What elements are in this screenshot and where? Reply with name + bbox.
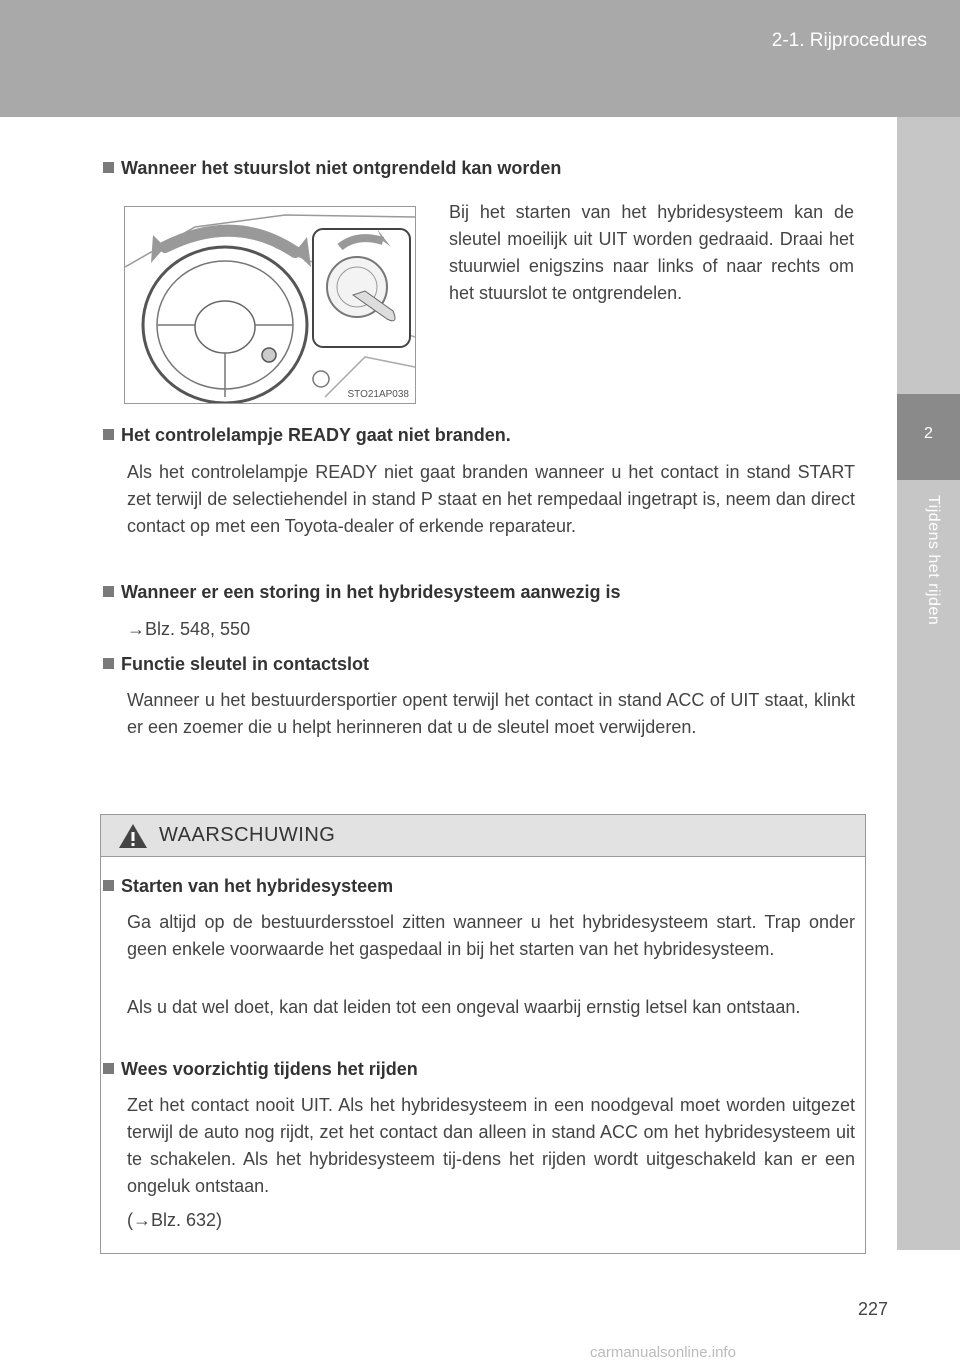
warning-body: Ga altijd op de bestuurdersstoel zitten wanneer u het hybridesysteem start. Trap onder geen enkele voorwaarde het gaspedaal in bij het starten van het hybridesysteem.: [127, 912, 855, 959]
page-number: 227: [858, 1299, 889, 1319]
warning-body: Als u dat wel doet, kan dat leiden tot een ongeval waarbij ernstig letsel kan ontstaan.: [127, 997, 801, 1017]
warning-heading: Wees voorzichtig tijdens het rijden: [103, 1059, 418, 1080]
section-heading: Functie sleutel in contactslot: [103, 654, 369, 675]
side-tab-number: 2: [897, 394, 960, 480]
warning-triangle-icon: [118, 823, 148, 849]
bullet-square-icon: [103, 658, 114, 669]
bullet-square-icon: [103, 586, 114, 597]
section-heading: Wanneer het stuurslot niet ontgrendeld kan worden: [103, 158, 561, 179]
page-header: [0, 0, 960, 117]
watermark: carmanualsonline.info: [590, 1344, 736, 1361]
section-body: Wanneer u het bestuurdersportier opent terwijl het contact in stand ACC of UIT staat, klinkt er een zoemer die u helpt herinneren dat u de sleutel moet verwijderen.: [127, 690, 855, 737]
figure-code: STO21AP038: [347, 389, 409, 400]
steering-wheel-image: [125, 207, 415, 403]
section-body: Als het controlelampje READY niet gaat branden wanneer u het contact in stand START zet terwijl de selectiehendel in stand P staat en het rempedaal ingetrapt is, neem dan direct contact op met een Toyota-dealer of erkende reparateur.: [127, 462, 855, 536]
section-heading: Het controlelampje READY gaat niet branden.: [103, 425, 511, 446]
warning-title: WAARSCHUWING: [159, 824, 336, 846]
warning-header: [101, 815, 865, 857]
bullet-square-icon: [103, 162, 114, 173]
steering-lock-illustration: [124, 206, 416, 404]
section-heading: Wanneer er een storing in het hybridesysteem aanwezig is: [103, 582, 620, 603]
side-tab-label: Tijdens het rijden: [925, 495, 942, 626]
page-reference: (→Blz. 632): [127, 1210, 223, 1230]
page-reference: →Blz. 548, 550: [127, 619, 251, 639]
section-body: Bij het starten van het hybridesysteem kan de sleutel moeilijk uit UIT worden gedraaid. Draai het stuurwiel enigszins naar links of naar rechts om het stuurslot te ontgrendelen.: [449, 202, 854, 303]
chapter-title: 2-1. Rijprocedures: [771, 30, 927, 51]
warning-body: Zet het contact nooit UIT. Als het hybridesysteem in een noodgeval moet worden uitgezet terwijl de auto nog rijdt, zet het contact dan alleen in stand ACC om het hybridesysteem uit te schakelen. Als het hybridesysteem tij-dens het rijden wordt uitgeschakeld kan er een ongeluk ontstaan.: [127, 1095, 855, 1196]
warning-heading: Starten van het hybridesysteem: [103, 876, 393, 897]
side-tab: [897, 117, 960, 1250]
bullet-square-icon: [103, 1063, 114, 1074]
bullet-square-icon: [103, 429, 114, 440]
bullet-square-icon: [103, 880, 114, 891]
